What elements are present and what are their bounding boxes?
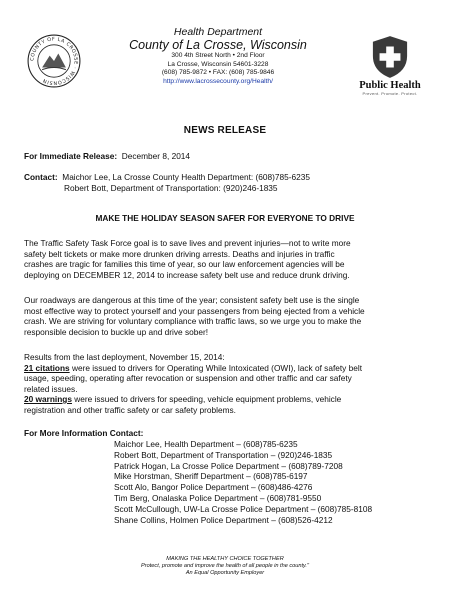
citations-line-3: related issues. bbox=[24, 383, 78, 394]
shield-cross-icon bbox=[371, 35, 409, 79]
contact-line-1: Maichor Lee, La Crosse County Health Department: (608)785-6235 bbox=[62, 172, 310, 182]
contact-list-item: Tim Berg, Onalaska Police Department – (608)781-9550 bbox=[114, 492, 322, 503]
paragraph-2-line: most effective way to protect yourself and your passengers from being ejected from a vehicle bbox=[24, 305, 365, 316]
paragraph-2-line: crash. We are striving for voluntary compliance with traffic laws, so we urge you to make the bbox=[24, 316, 362, 326]
contact-list-item: Shane Collins, Holmen Police Department – (608)526-4212 bbox=[114, 514, 333, 525]
warnings-count: 20 warnings bbox=[24, 394, 72, 404]
address-line-1: 300 4th Street North • 2nd Floor bbox=[171, 52, 265, 59]
county-name: County of La Crosse, Wisconsin bbox=[129, 38, 307, 52]
citations-count: 21 citations bbox=[24, 362, 70, 373]
warnings-line-2: registration and other traffic safety or car safety problems. bbox=[24, 404, 236, 415]
footer-line-3: An Equal Opportunity Employer bbox=[185, 570, 265, 576]
more-info-contacts bbox=[114, 439, 372, 525]
release-date: December 8, 2014 bbox=[121, 151, 191, 161]
news-release-title: NEWS RELEASE bbox=[183, 125, 267, 136]
paragraph-1-line: The Traffic Safety Task Force goal is to save lives and prevent injuries—not to write more bbox=[24, 238, 351, 248]
paragraph-1 bbox=[24, 238, 434, 280]
headline: MAKE THE HOLIDAY SEASON SAFER FOR EVERYONE TO DRIVE bbox=[95, 213, 355, 223]
contact-line-2: Robert Bott, Department of Transportation: (920)246-1835 bbox=[64, 182, 278, 193]
contact-list-item: Maichor Lee, Health Department – (608)785-6235 bbox=[114, 439, 298, 449]
contact-list-item: Robert Bott, Department of Transportation – (920)246-1835 bbox=[114, 449, 333, 460]
public-health-logo bbox=[350, 35, 430, 96]
paragraph-2-line: Our roadways are dangerous at this time of the year; consistent safety belt use is the single bbox=[24, 295, 360, 305]
release-line bbox=[24, 151, 434, 162]
citations-line-2: usage, speeding, operating after revocation or suspension and other traffic and car safety bbox=[24, 373, 352, 383]
county-seal-icon bbox=[27, 34, 81, 88]
warnings-line-1: were issued to drivers for speeding, vehicle equipment problems, vehicle bbox=[71, 394, 342, 404]
footer-line-1: MAKING THE HEALTHY CHOICE TOGETHER bbox=[166, 556, 284, 562]
paragraph-1-line: deploying on DECEMBER 12, 2014 to increase safety belt use and reduce drunk driving. bbox=[24, 269, 350, 280]
public-health-name: Public Health bbox=[359, 80, 421, 91]
paragraph-2 bbox=[24, 295, 434, 337]
seal-text: COUNTY OF LA CROSSE · WISCONSIN bbox=[29, 36, 79, 86]
footer bbox=[0, 556, 450, 577]
phone-fax: (608) 785-9872 • FAX: (608) 785-9846 bbox=[161, 69, 275, 77]
contact-list-item: Patrick Hogan, La Crosse Police Department – (608)789-7208 bbox=[114, 460, 343, 471]
contact-list-item: Scott Alo, Bangor Police Department – (608)486-4276 bbox=[114, 482, 313, 493]
department-name: Health Department bbox=[173, 26, 263, 38]
results-block bbox=[24, 352, 434, 415]
paragraph-1-line: crashes are tragic for families this time of year, so our law enforcement agencies will be bbox=[24, 259, 345, 269]
contact-list-item: Scott McCullough, UW-La Crosse Police Department – (608)785-8108 bbox=[114, 503, 373, 514]
footer-line-2: Protect, promote and improve the health of all people in the county." bbox=[141, 563, 309, 569]
letterhead bbox=[98, 26, 338, 86]
paragraph-1-line: safety belt tickets or make more drunken driving arrests. Deaths and injuries in traffic bbox=[24, 248, 335, 259]
citations-line-1: were issued to drivers for Operating While Intoxicated (OWI), lack of safety belt bbox=[69, 362, 363, 373]
more-info-label: For More Information Contact: bbox=[24, 428, 144, 438]
contact-list-item: Mike Horstman, Sheriff Department – (608)785-6197 bbox=[114, 471, 308, 482]
results-intro: Results from the last deployment, November 15, 2014: bbox=[24, 352, 225, 362]
release-label: For Immediate Release: bbox=[24, 151, 118, 161]
paragraph-2-line: responsible decision to buckle up and drive sober! bbox=[24, 326, 209, 337]
address-line-2: La Crosse, Wisconsin 54601-3228 bbox=[167, 60, 269, 68]
contact-label: Contact: bbox=[24, 172, 58, 182]
contact-block bbox=[24, 172, 434, 193]
public-health-tagline: Prevent. Promote. Protect. bbox=[362, 91, 418, 96]
website-link[interactable]: http://www.lacrossecounty.org/Health/ bbox=[163, 77, 273, 85]
